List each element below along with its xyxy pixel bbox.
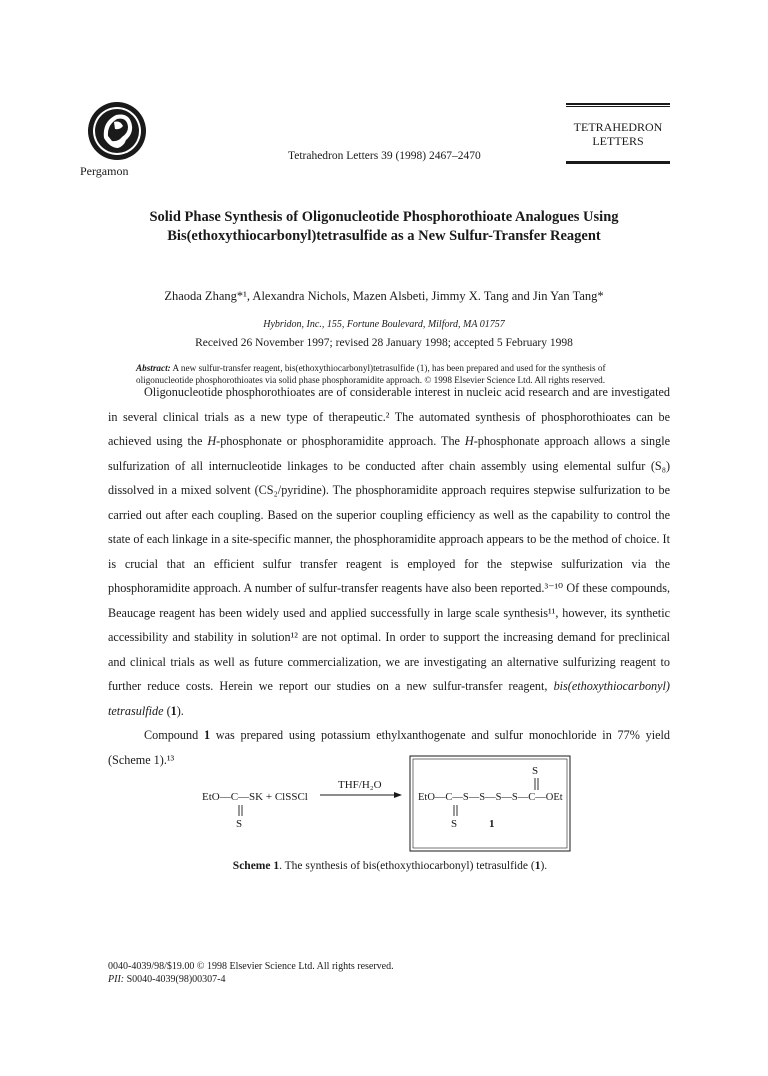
reaction-conditions: THF/H₂O xyxy=(338,779,382,791)
p1-h-italic-1: H xyxy=(207,434,217,448)
p1-compound-number: 1 xyxy=(170,703,177,718)
reactant-sulfur: S xyxy=(236,818,243,830)
journal-citation: Tetrahedron Letters 39 (1998) 2467–2470 xyxy=(288,150,481,162)
affiliation: Hybridon, Inc., 155, Fortune Boulevard, Milford, MA 01757 xyxy=(263,319,505,330)
journal-masthead xyxy=(566,103,670,164)
pii-label: PII: xyxy=(108,974,125,985)
p1-reagent-name: bis(ethoxythiocarbonyl) tetrasulfide xyxy=(108,679,670,718)
pii-line xyxy=(108,973,394,986)
product-box-inner xyxy=(413,759,567,848)
product-compound-label: 1 xyxy=(489,818,495,830)
article-title-line1: Solid Phase Synthesis of Oligonucleotide Phosphorothioate Analogues Using xyxy=(149,209,619,225)
journal-name xyxy=(566,121,670,149)
p1-text-e: ). xyxy=(176,703,184,718)
copyright-line: 0040-4039/98/$19.00 © 1998 Elsevier Science Ltd. All rights reserved. xyxy=(108,961,394,972)
journal-name-line1: TETRAHEDRON xyxy=(573,120,663,134)
journal-name-line2: LETTERS xyxy=(592,133,644,148)
masthead-rule-top-thin xyxy=(566,106,670,107)
author-list: Zhaoda Zhang*¹, Alexandra Nichols, Mazen Alsbeti, Jimmy X. Tang and Jin Yan Tang* xyxy=(164,289,604,303)
scheme-reactants: EtO—C—SK + ClSSCl xyxy=(202,791,308,803)
product-sulfur-bottom: S xyxy=(451,818,458,830)
received-dates: Received 26 November 1997; revised 28 January 1998; accepted 5 February 1998 xyxy=(195,337,573,349)
body-text xyxy=(108,380,670,772)
pii-value: S0040-4039(98)00307-4 xyxy=(124,974,226,985)
p1-h-italic-2: H xyxy=(464,434,474,448)
publisher-logo xyxy=(84,100,150,162)
article-title-line2: Bis(ethoxythiocarbonyl)tetrasulfide as a New Sulfur-Transfer Reagent xyxy=(167,228,601,244)
abstract-text: A new sulfur-transfer reagent, bis(ethoxythiocarbonyl)tetrasulfide (1), has been prepared and used for the synthesis of oligonucleotide phosphorothioates via solid phase phosphoramidite approach. © 1998 Elsevier Science Ltd. All rights reserved. xyxy=(136,363,606,385)
footer xyxy=(108,960,394,986)
scheme-caption xyxy=(110,860,670,872)
p2-text-b: was prepared using potassium ethylxanthogenate and sulfur monochloride in 77% yield (Scheme 1).¹³ xyxy=(108,728,671,767)
caption-label: Scheme 1 xyxy=(232,860,280,872)
scheme-1-figure xyxy=(180,750,600,860)
masthead-rule-bottom xyxy=(566,162,670,164)
p1-text-b: -phosphonate or phosphoramidite approach. The xyxy=(216,434,465,448)
masthead-rule-top xyxy=(566,103,670,105)
product-box xyxy=(410,756,570,851)
p1-text-a: Oligonucleotide phosphorothioates are of considerable interest in nucleic acid research and are investigated in several clinical trials as a new type of therapeutic.² The automated synthesis of phosphorothioates can be achieved using the xyxy=(108,385,670,448)
product-sulfur-top: S xyxy=(532,765,539,777)
reaction-arrowhead xyxy=(394,792,402,798)
caption-compound-number: 1 xyxy=(534,860,541,872)
p1-text-c: -phosphonate approach allows a single sulfurization of all internucleotide linkages to be conducted after chain assembly using elemental sulfur (S₈) dissolved in a mixed solvent (CS₂/pyridine). The phosphoramidite approach requires stepwise sulfurization to be carried out after each coupling. Based on the superior coupling efficiency as well as the capability to control the state of each linkage in a site-specific manner, the phosphoramidite approach appears to be the method of choice. It is crucial that an efficient sulfur transfer reagent is employed for the stepwise sulfurization via the phosphoramidite approach. A number of sulfur-transfer reagents have also been reported.³⁻¹⁰ Of these compounds, Beaucage reagent has been widely used and applied successfully in large scale synthesis¹¹, however, its synthetic accessibility and stability in solution¹² are not optimal. In order to support the increasing demand for preclinical and clinical trials as well as future commercialization, we are investigating an alternative sulfurizing reagent to further reduce costs. Herein we report our studies on a new sulfur-transfer reagent, xyxy=(108,434,670,693)
product-formula: EtO—C—S—S—S—S—C—OEt xyxy=(418,792,563,803)
caption-text: . The synthesis of bis(ethoxythiocarbonyl) tetrasulfide ( xyxy=(279,860,535,872)
abstract-label: Abstract: xyxy=(136,363,171,373)
publisher-name: Pergamon xyxy=(80,164,129,178)
paragraph-1 xyxy=(108,380,670,723)
p2-compound-number: 1 xyxy=(203,728,211,742)
p2-text-a: Compound xyxy=(144,728,204,742)
caption-end: ). xyxy=(540,860,548,872)
p1-text-d: ( xyxy=(163,703,171,718)
article-title xyxy=(110,208,658,246)
